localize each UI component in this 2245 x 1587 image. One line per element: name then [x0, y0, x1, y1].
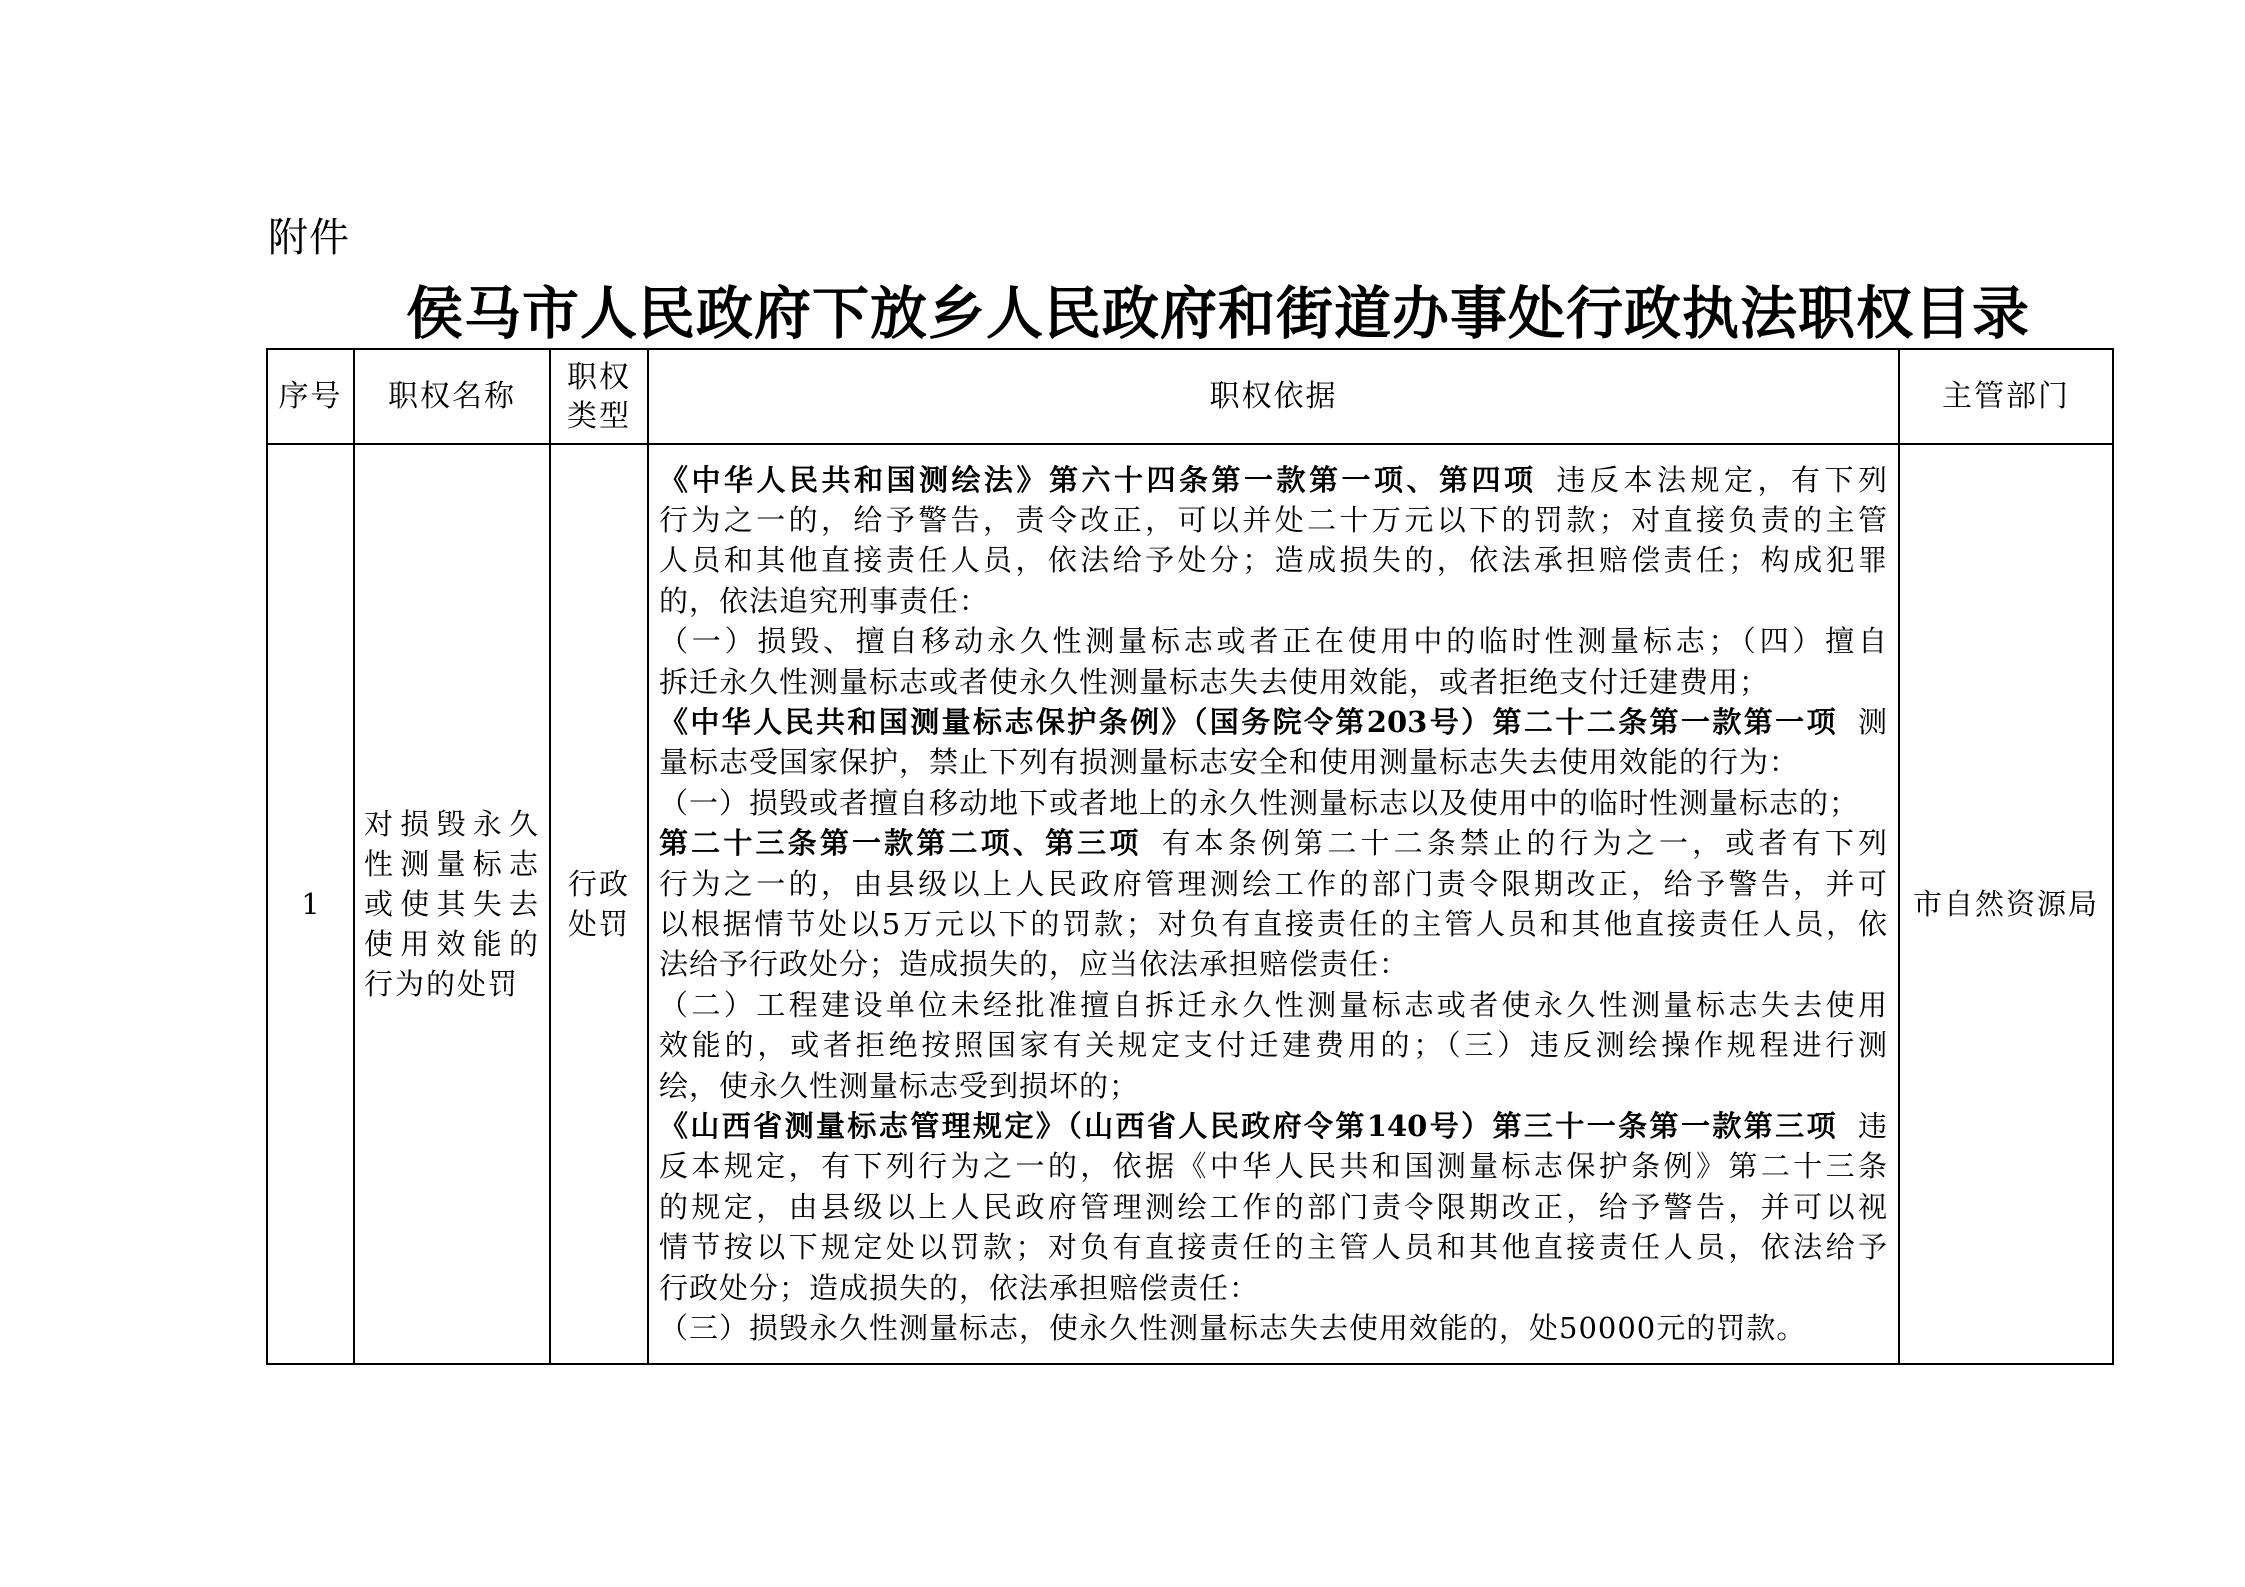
basis-text: 违: [1857, 1109, 1888, 1144]
basis-line: [659, 662, 1888, 702]
basis-line: [659, 783, 1888, 823]
basis-line: [659, 621, 1888, 661]
basis-text: 情节按以下规定处以罚款；对负有直接责任的主管人员和其他直接责任人员，依法给予: [659, 1230, 1888, 1265]
basis-line: [659, 540, 1888, 580]
basis-paragraph: [659, 460, 1888, 622]
cell-name: 对损毁永久性测量标志或使其失去使用效能的行为的处罚: [354, 444, 550, 1364]
basis-text: 的，依法追究刑事责任：: [659, 583, 990, 618]
basis-content: [659, 460, 1888, 1349]
basis-text: 绘，使永久性测量标志受到损坏的；: [659, 1068, 1140, 1103]
basis-text: （二）工程建设单位未经批准擅自拆迁永久性测量标志或者使永久性测量标志失去使用: [659, 987, 1888, 1022]
cell-basis: [648, 444, 1899, 1364]
basis-text: 测: [1857, 704, 1888, 739]
basis-citation: 《中华人民共和国测绘法》第六十四条第一款第一项、第四项: [659, 462, 1537, 497]
basis-paragraph: [659, 1106, 1888, 1308]
basis-text: 拆迁永久性测量标志或者使永久性测量标志失去使用效能，或者拒绝支付迁建费用；: [659, 664, 1770, 699]
basis-line: [659, 1106, 1888, 1146]
table-body: [267, 349, 2113, 1364]
basis-text: 人员和其他直接责任人员，依法给予处分；造成损失的，依法承担赔偿责任；构成犯罪: [659, 543, 1888, 578]
basis-text: 违反本法规定，有下列: [1556, 462, 1888, 497]
header-type: 职权类型: [550, 349, 648, 444]
basis-citation: 《中华人民共和国测量标志保护条例》（国务院令第203号）第二十二条第一款第一项: [659, 704, 1838, 739]
basis-text: 量标志受国家保护，禁止下列有损测量标志安全和使用测量标志失去使用效能的行为：: [659, 745, 1800, 780]
basis-line: [659, 1187, 1888, 1227]
basis-line: [659, 460, 1888, 500]
basis-text: 有本条例第二十二条禁止的行为之一，或者有下列: [1161, 826, 1888, 861]
basis-line: [659, 1268, 1888, 1308]
basis-text: 以根据情节处以5万元以下的罚款；对负有直接责任的主管人员和其他直接责任人员，依: [659, 907, 1888, 941]
basis-citation: 《山西省测量标志管理规定》（山西省人民政府令第140号）第三十一条第一款第三项: [659, 1109, 1838, 1144]
authority-table: [266, 348, 2114, 1365]
basis-line: [659, 985, 1888, 1025]
basis-paragraph: [659, 985, 1888, 1106]
cell-type: 行政处罚: [550, 444, 648, 1364]
basis-paragraph: [659, 823, 1888, 985]
basis-text: 行为之一的，给予警告，责令改正，可以并处二十万元以下的罚款；对直接负责的主管: [659, 502, 1888, 537]
basis-line: [659, 702, 1888, 742]
cell-department: 市自然资源局: [1899, 444, 2113, 1364]
basis-text: 法给予行政处分；造成损失的，应当依法承担赔偿责任：: [659, 947, 1410, 982]
cell-index: 1: [267, 444, 354, 1364]
basis-text: （一）损毁、擅自移动永久性测量标志或者正在使用中的临时性测量标志；（四）擅自: [659, 624, 1888, 659]
basis-text: 效能的，或者拒绝按照国家有关规定支付迁建费用的；（三）违反测绘操作规程进行测: [659, 1028, 1888, 1063]
basis-text: （一）损毁或者擅自移动地下或者地上的永久性测量标志以及使用中的临时性测量标志的；: [659, 785, 1860, 820]
basis-line: [659, 944, 1888, 984]
basis-line: [659, 823, 1888, 863]
header-name: 职权名称: [354, 349, 550, 444]
basis-paragraph: [659, 783, 1888, 823]
basis-text: 反本规定，有下列行为之一的，依据《中华人民共和国测量标志保护条例》第二十三条: [659, 1149, 1888, 1184]
basis-paragraph: [659, 621, 1888, 702]
basis-text: 行为之一的，由县级以上人民政府管理测绘工作的部门责令限期改正，给予警告，并可: [659, 866, 1888, 901]
basis-line: [659, 500, 1888, 540]
header-basis: 职权依据: [648, 349, 1899, 444]
basis-line: [659, 1146, 1888, 1186]
table-header-row: [267, 349, 2113, 444]
header-department: 主管部门: [1899, 349, 2113, 444]
basis-citation: 第二十三条第一款第二项、第三项: [659, 826, 1142, 861]
basis-line: [659, 581, 1888, 621]
attachment-label: 附件: [268, 215, 350, 261]
basis-text: 的规定，由县级以上人民政府管理测绘工作的部门责令限期改正，给予警告，并可以视: [659, 1189, 1888, 1224]
basis-paragraph: [659, 702, 1888, 783]
basis-line: [659, 864, 1888, 904]
basis-line: [659, 1066, 1888, 1106]
basis-line: [659, 904, 1888, 944]
header-index: 序号: [267, 349, 354, 444]
page-title: 侯马市人民政府下放乡人民政府和街道办事处行政执法职权目录: [406, 280, 2030, 347]
table-row: [267, 444, 2113, 1364]
basis-text: （三）损毁永久性测量标志，使永久性测量标志失去使用效能的，处50000元的罚款。: [659, 1311, 1807, 1346]
basis-text: 行政处分；造成损失的，依法承担赔偿责任：: [659, 1270, 1260, 1305]
basis-paragraph: [659, 1308, 1888, 1348]
basis-line: [659, 1025, 1888, 1065]
basis-line: [659, 1308, 1888, 1348]
basis-line: [659, 1227, 1888, 1267]
basis-line: [659, 742, 1888, 782]
